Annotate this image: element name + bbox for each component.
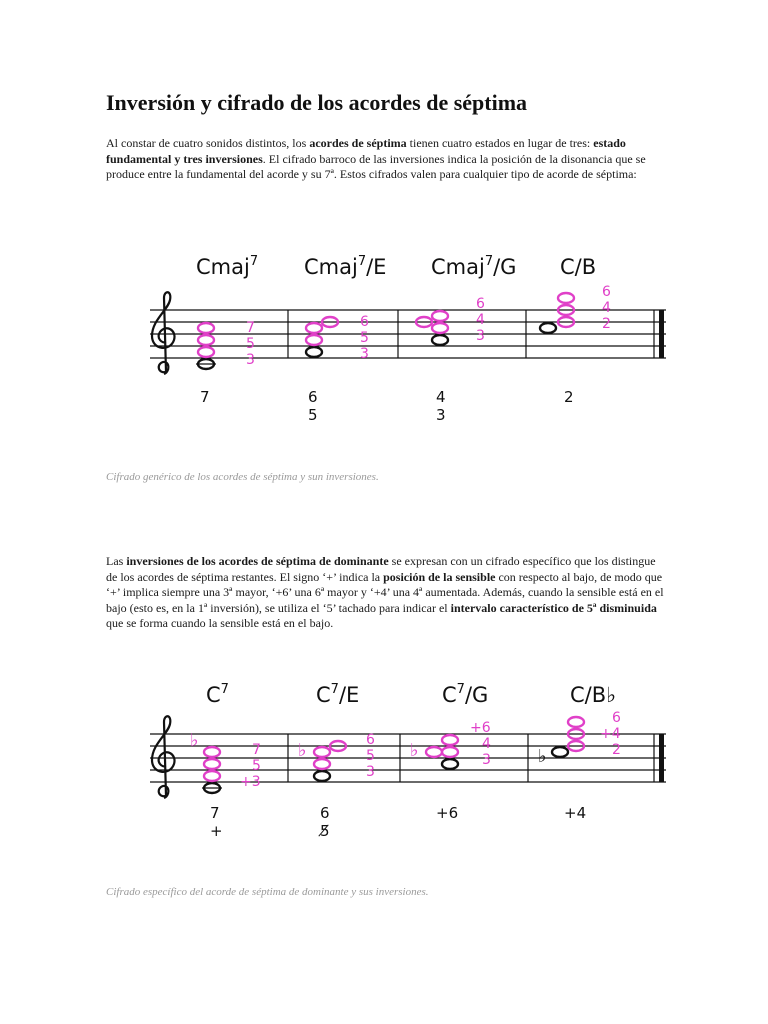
pink-figure: +3: [240, 774, 261, 790]
pink-figure: +4: [600, 726, 621, 742]
pink-figure: 5: [252, 758, 261, 774]
dom-text-4: que se forma cuando la sensible está en el bajo.: [106, 616, 334, 630]
page-title: Inversión y cifrado de los acordes de séptima: [106, 90, 528, 115]
bass-figures: [210, 804, 586, 840]
chord-symbols: [206, 682, 616, 707]
pink-figure: 6: [476, 296, 485, 312]
staff: [150, 310, 666, 358]
notation-figure-seventh-chords: [130, 240, 690, 420]
dom-text-1: Las: [106, 554, 127, 568]
dom-text-3: con respecto al bajo, de modo que ‘+’ implica siempre una 3ª mayor, ‘+6’ una 6ª mayor y ‘+4’ una 4ª aumentada. Además, cuando la sensible está en el bajo (esto es, en la 1ª inversión), se utiliza el ‘5’ tachado para indicar el: [106, 569, 664, 615]
final-barline-thick: [659, 310, 664, 358]
chord-symbol-2: Cmaj$^7$/E: [304, 254, 387, 279]
pink-figure: 6: [612, 710, 621, 726]
pink-figure: 4: [482, 736, 491, 752]
pink-figure: 5: [246, 336, 255, 352]
dom-bold-2: posición de la sensible: [383, 569, 496, 584]
bass-figures: [200, 388, 574, 420]
dom-bold-3: intervalo característico de 5ª disminuida: [450, 600, 657, 615]
pink-figure: 2: [612, 742, 621, 758]
bass-figure: 2: [564, 388, 574, 406]
pink-figure: 3: [360, 346, 369, 362]
intro-bold-2: estado fundamental y tres inversiones: [106, 136, 626, 166]
chord-symbol-1: Cmaj$^7$: [196, 254, 259, 279]
bass-figure: +6: [436, 804, 459, 822]
pink-figure: 3: [476, 328, 485, 344]
treble-clef-icon: [152, 716, 175, 798]
chord-symbol-2: $C^7/E$: [316, 682, 360, 707]
pink-figure: 6: [360, 314, 369, 330]
pink-figure: 3: [246, 352, 255, 368]
bass-figure: 3: [436, 406, 446, 420]
svg-text:♭: ♭: [538, 746, 547, 767]
treble-clef-icon: [152, 292, 175, 374]
pink-figure: +6: [470, 720, 491, 736]
bass-figure: 7: [210, 804, 220, 822]
pink-figure: 5: [360, 330, 369, 346]
intro-paragraph: [106, 136, 664, 183]
pink-figure: 2: [602, 316, 611, 332]
chord-symbol-3: $C^7/G$: [442, 682, 489, 707]
bass-figure: 5̸: [320, 822, 330, 840]
bass-figure: 6: [308, 388, 318, 406]
dom-bold-1: inversiones de los acordes de séptima de dominante: [126, 554, 389, 568]
bass-figure: 7: [200, 388, 210, 406]
svg-text:♭: ♭: [298, 740, 307, 761]
dominant-paragraph: [106, 554, 664, 632]
pink-figure: 3: [366, 764, 375, 780]
bass-figure: +: [210, 822, 223, 840]
chord-symbol-4: C/B: [560, 255, 597, 279]
intro-bold-1: acordes de séptima: [309, 136, 407, 150]
pink-figure: 7: [246, 320, 255, 336]
notation-figure-dominant-seventh: [130, 672, 690, 852]
staff: [150, 734, 666, 782]
svg-text:♭: ♭: [190, 730, 199, 751]
intro-text-3: . El cifrado barroco de las inversiones indica la posición de la disonancia que se produce entre la fundamental del acorde y su 7ª. Estos cifrados valen para cualquier tipo de acorde de séptima:: [106, 151, 646, 181]
figure-caption-1: Cifrado genérico de los acordes de séptima y sun inversiones.: [106, 471, 379, 483]
chord-symbols: [196, 254, 596, 279]
pink-figure: 4: [476, 312, 485, 328]
figure-caption-2: Cifrado específico del acorde de séptima de dominante y sus inversiones.: [106, 886, 429, 898]
pink-figure: 4: [602, 300, 611, 316]
bass-figure: 4: [436, 388, 446, 406]
final-barline-thick: [659, 734, 664, 782]
pink-figure: 7: [252, 742, 261, 758]
svg-text:♭: ♭: [410, 740, 419, 761]
chord-symbol-3: Cmaj$^7$/G: [431, 254, 517, 279]
pink-figure: 6: [366, 732, 375, 748]
bass-figure: +4: [564, 804, 587, 822]
bass-figure: 5: [308, 406, 318, 420]
chord-symbol-4: C/B♭: [570, 683, 617, 707]
pink-figure: 3: [482, 752, 491, 768]
pink-figure: 5: [366, 748, 375, 764]
bass-figure: 6: [320, 804, 330, 822]
pink-figure: 6: [602, 284, 611, 300]
intro-text-1: Al constar de cuatro sonidos distintos, los: [106, 136, 310, 150]
dom-text-2: se expresan con un cifrado específico que los distingue de los acordes de séptima restantes. El signo ‘+’ indica la: [106, 554, 656, 584]
intro-text-2: tienen cuatro estados en lugar de tres:: [406, 136, 594, 150]
chord-symbol-1: $C^7$: [206, 682, 229, 707]
